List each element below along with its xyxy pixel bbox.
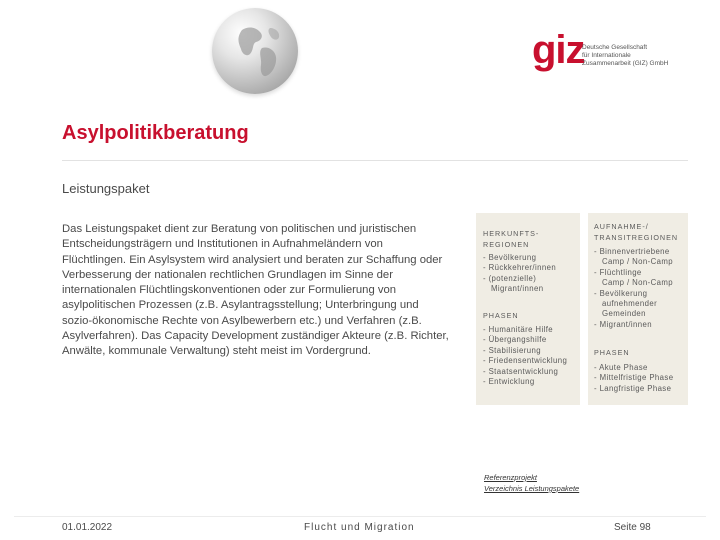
herkunft-list	[483, 253, 556, 295]
list-item: - Migrant/innen	[594, 319, 653, 329]
list-item: Camp / Non-Camp	[602, 278, 673, 288]
list-item: aufnehmender	[602, 299, 658, 309]
list-item: - Humanitäre Hilfe	[483, 325, 554, 334]
aufnahme-heading-line: TRANSITREGIONEN	[594, 233, 679, 242]
list-item: - Bevölkerung	[594, 288, 648, 298]
list-item: Camp / Non-Camp	[602, 257, 673, 267]
list-item: - Mittelfristige Phase	[594, 373, 674, 383]
logo-line: Zusammenarbeit (GIZ) GmbH	[582, 60, 669, 67]
footer-divider	[14, 516, 706, 517]
list-item: - Flüchtlinge	[594, 267, 642, 277]
footer-page-number: Seite 98	[614, 522, 651, 533]
list-item: - Langfristige Phase	[594, 383, 672, 393]
list-item: - Übergangshilfe	[483, 335, 547, 345]
list-item: - Entwicklung	[483, 377, 535, 387]
herkunft-phasen-list	[483, 325, 567, 387]
verzeichnis-link[interactable]: Verzeichnis Leistungspakete	[484, 484, 580, 493]
list-item: - Akute Phase	[594, 363, 648, 372]
links-block	[484, 472, 579, 494]
footer-date: 01.01.2022	[62, 522, 113, 533]
logo-line: Deutsche Gesellschaft	[582, 44, 648, 51]
aufnahme-phasen-heading: PHASEN	[594, 348, 630, 357]
giz-logo-mark: giz	[532, 28, 585, 72]
title-divider	[62, 160, 688, 161]
aufnahmeregionen-box	[588, 213, 688, 405]
list-item: - Bevölkerung	[483, 253, 537, 262]
herkunftsregionen-box	[476, 213, 580, 405]
herkunft-heading	[483, 228, 539, 250]
referenzprojekt-link[interactable]: Referenzprojekt	[484, 473, 537, 482]
list-item: - Rückkehrer/innen	[483, 263, 557, 273]
herkunft-heading-line: REGIONEN	[483, 240, 530, 249]
list-item: - Staatsentwicklung	[483, 366, 559, 376]
footer-section-title: Flucht und Migration	[304, 522, 415, 533]
page-title: Asylpolitikberatung	[62, 122, 249, 144]
list-item: - Binnenvertriebene	[594, 247, 670, 256]
list-item: - (potenzielle)	[483, 273, 537, 283]
herkunft-phasen-heading: PHASEN	[483, 311, 519, 320]
globe-continents	[212, 8, 298, 94]
aufnahme-list	[594, 247, 673, 330]
list-item: - Friedensentwicklung	[483, 356, 568, 366]
logo-line: für Internationale	[582, 52, 631, 59]
globe-image	[212, 8, 298, 94]
page-subtitle: Leistungspaket	[62, 181, 150, 196]
description-text: Das Leistungspaket dient zur Beratung von politischen und juristischen Entscheidungsträgern und Institutionen in Aufnahmeländern von Flüchtlingen. Ein Asylsystem wird analysiert und beraten zur Schaffung oder Verbesserung der nationalen rechtlichen Grundlagen im Sinne der internationalen Flüchtlingskonventionen oder zur Formulierung von asylpolitischen Prozessen (z.B. Asylantragsstellung; Unterbringung und sozio-ökonomische Rechte von Asylbewerbern etc.) und Verfahren (z.B. Asylverfahren). Das Capacity Development zuständiger Akteure (z.B. Richter, Anwälte, kommunale Verwaltung) steht meist im Vordergrund.	[62, 223, 449, 358]
aufnahme-heading	[594, 221, 678, 243]
giz-logo-text	[582, 44, 702, 68]
aufnahme-phasen-list	[594, 363, 673, 394]
herkunft-heading-line: HERKUNFTS-	[483, 229, 540, 238]
list-item: Migrant/innen	[491, 284, 544, 294]
list-item: - Stabilisierung	[483, 345, 541, 355]
aufnahme-heading-line: AUFNAHME-/	[594, 222, 649, 231]
list-item: Gemeinden	[602, 309, 646, 319]
